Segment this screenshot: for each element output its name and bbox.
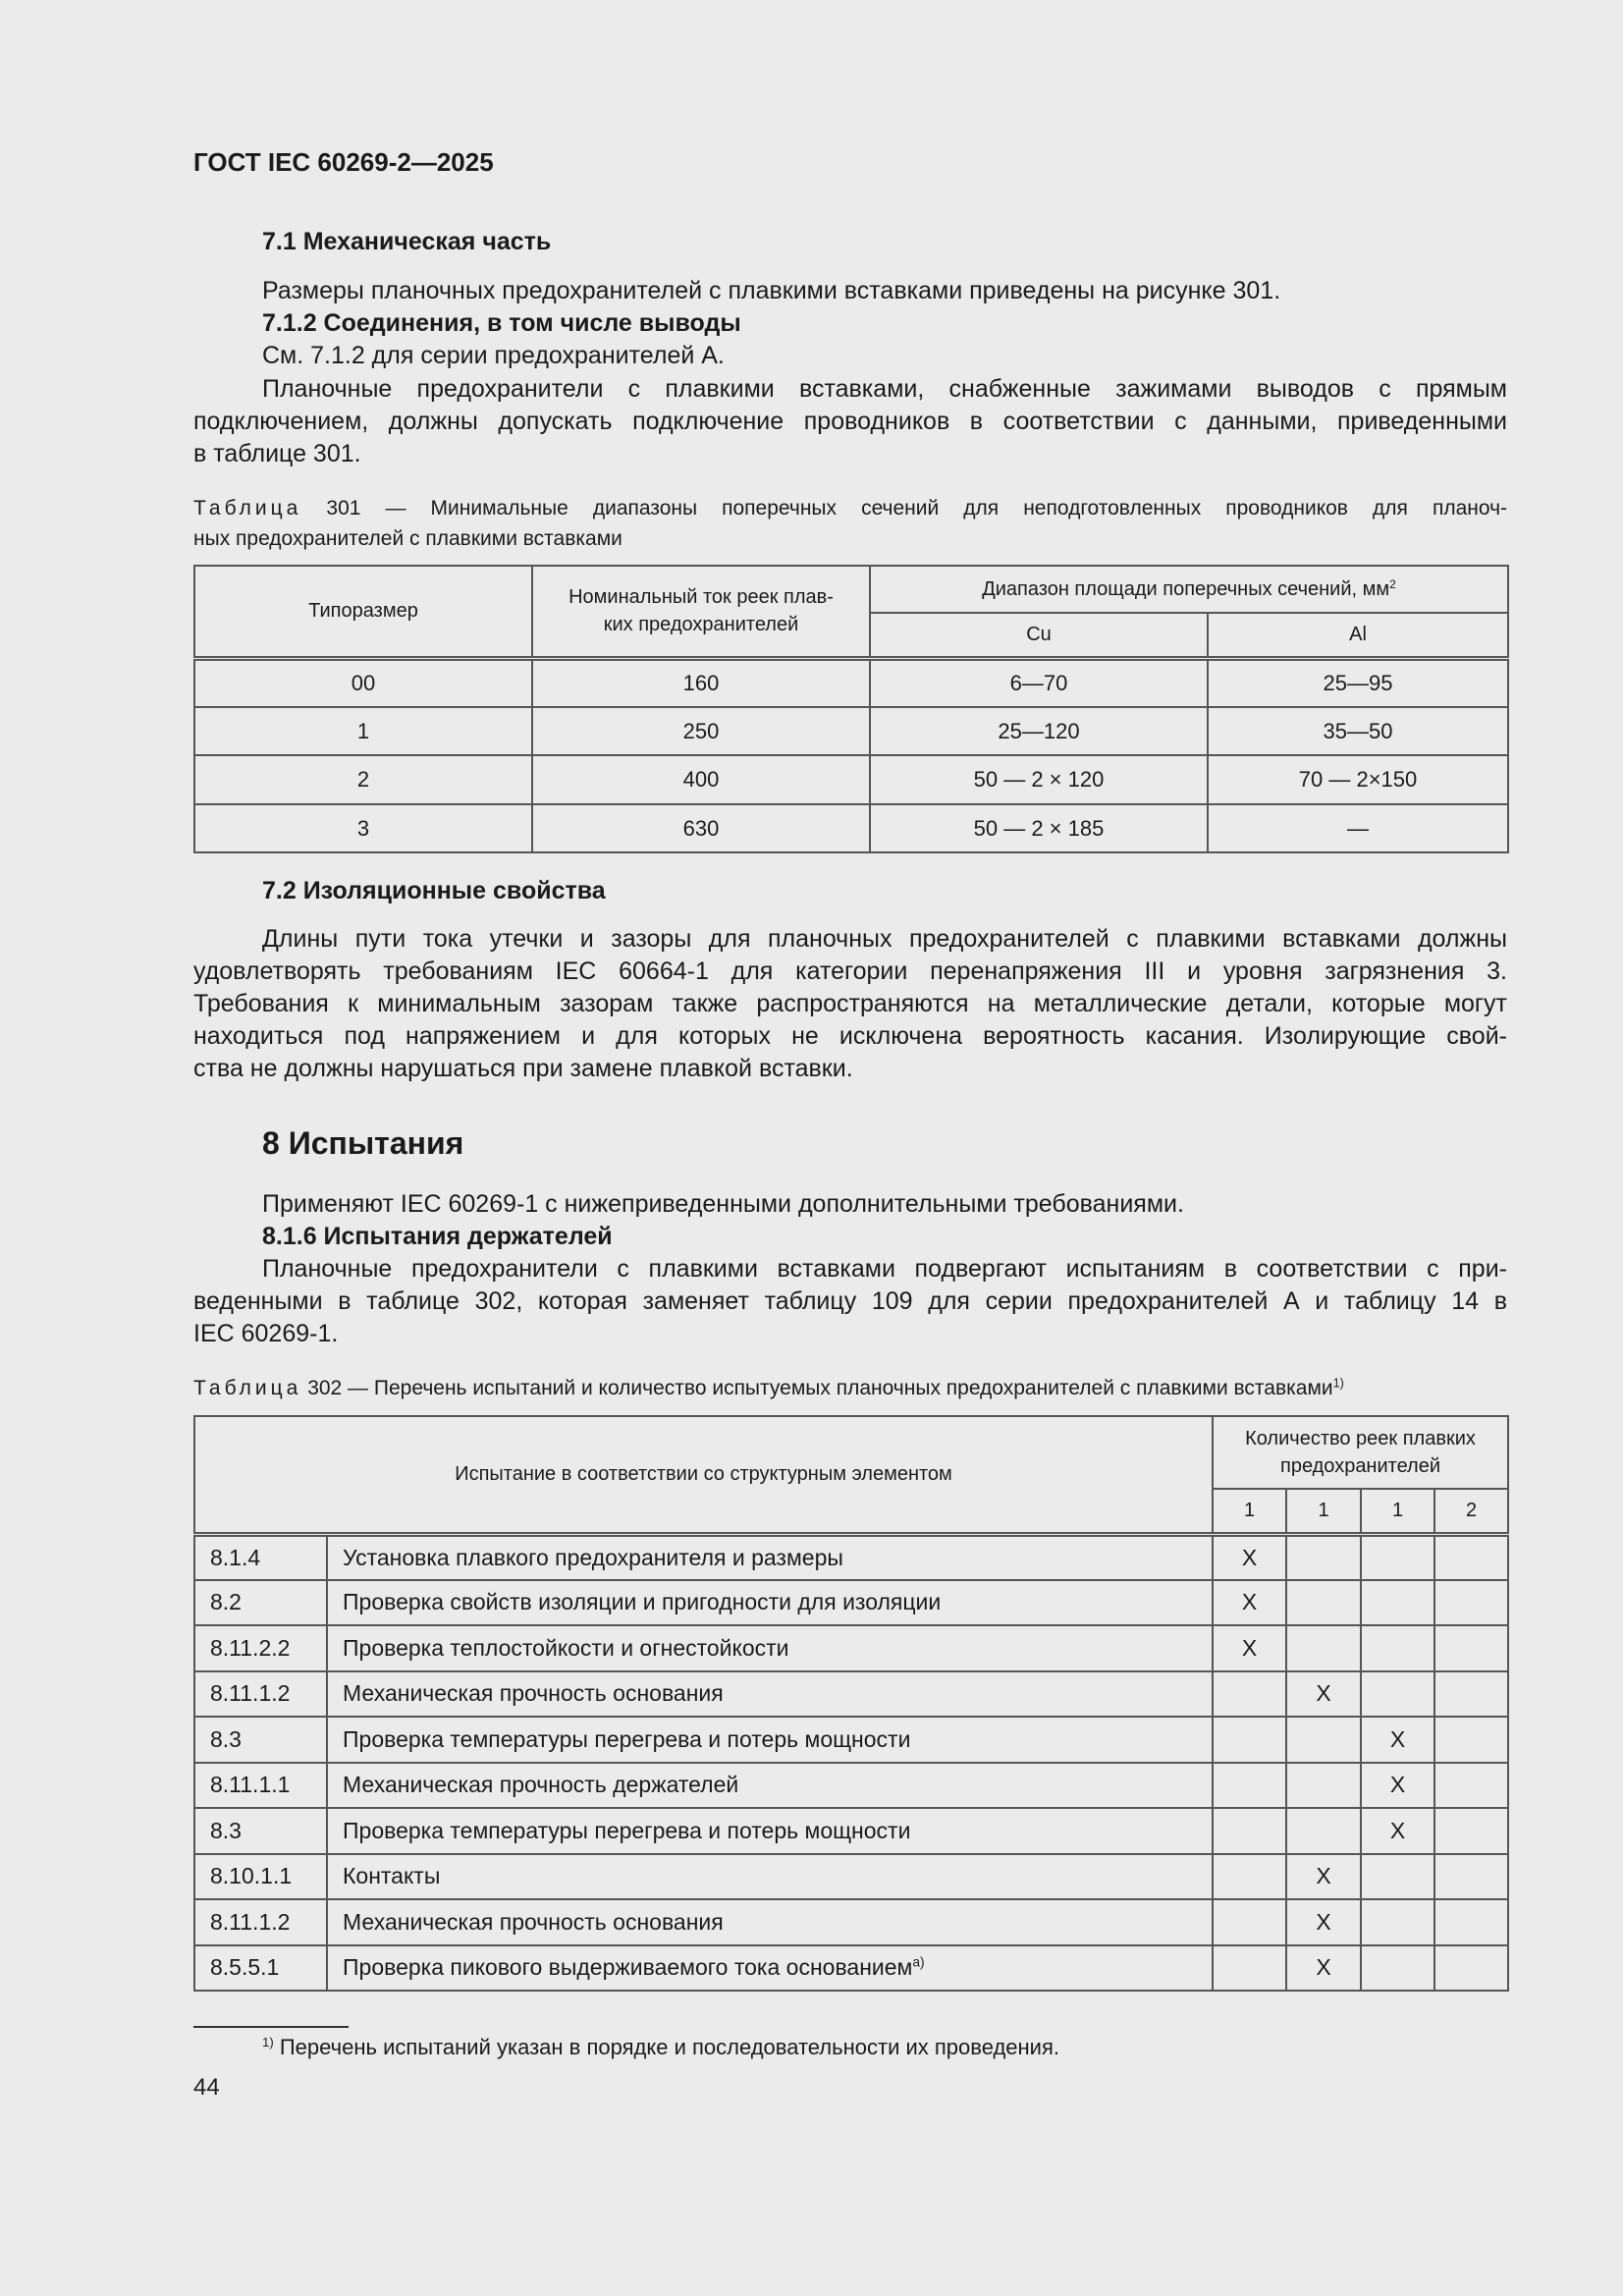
mark-cell xyxy=(1213,1717,1286,1763)
header-cross-section-range: Диапазон площади поперечных сечений, $мм^2$ xyxy=(870,566,1508,613)
test-cell: Проверка температуры перегрева и потерь мощности xyxy=(327,1717,1213,1763)
header-al: Al xyxy=(1208,613,1508,658)
table-302 xyxy=(193,1415,1509,1992)
paragraph-line: IEC 60269-1. xyxy=(193,1320,339,1347)
mark-cell xyxy=(1361,1945,1434,1992)
mark-cell xyxy=(1286,1763,1361,1809)
table-row xyxy=(194,1854,1508,1900)
mark-cell xyxy=(1286,1717,1361,1763)
table-row: 3 630 50 — 2 × 185 — xyxy=(194,804,1508,852)
paragraph-line: Длины пути тока утечки и зазоры для планочных предохранителей с плавкими вставками должны xyxy=(262,925,1507,953)
mark-cell xyxy=(1434,1945,1508,1992)
header-test-clause: Испытание в соответствии со структурным элементом xyxy=(194,1416,1213,1534)
mark-cell: X xyxy=(1213,1534,1286,1580)
table-302-body xyxy=(194,1534,1508,1991)
table-row xyxy=(194,1945,1508,1992)
mark-cell xyxy=(1434,1580,1508,1626)
mark-cell xyxy=(1286,1580,1361,1626)
section-7-2-paragraph xyxy=(193,923,1507,1085)
clause-cell: 8.1.4 xyxy=(194,1534,327,1580)
mark-cell: X xyxy=(1286,1671,1361,1718)
clause-cell: 8.5.5.1 xyxy=(194,1945,327,1992)
table-row: 1 250 25—120 35—50 xyxy=(194,707,1508,755)
section-8-paragraph: Применяют IEC 60269-1 с нижеприведенными дополнительными требованиями. xyxy=(262,1190,1184,1218)
test-cell: Установка плавкого предохранителя и размеры xyxy=(327,1534,1213,1580)
section-7-1-2-paragraph: См. 7.1.2 для серии предохранителей А. xyxy=(262,342,725,369)
mark-cell: X xyxy=(1286,1899,1361,1945)
mark-cell xyxy=(1286,1808,1361,1854)
header-quantity-4: 2 xyxy=(1434,1489,1508,1534)
test-cell: Проверка свойств изоляции и пригодности для изоляции xyxy=(327,1580,1213,1626)
footnote-separator xyxy=(193,2026,349,2028)
mark-cell: X xyxy=(1361,1808,1434,1854)
mark-cell xyxy=(1286,1625,1361,1671)
mark-cell xyxy=(1361,1625,1434,1671)
mark-cell xyxy=(1213,1945,1286,1992)
section-8-heading: 8 Испытания xyxy=(262,1125,464,1161)
table-row xyxy=(194,1899,1508,1945)
mark-cell: X xyxy=(1361,1717,1434,1763)
paragraph-line: в таблице 301. xyxy=(193,440,361,467)
mark-cell xyxy=(1213,1899,1286,1945)
standard-header: ГОСТ IEC 60269-2—2025 xyxy=(193,147,494,177)
section-7-1-2-heading: 7.1.2 Соединения, в том числе выводы xyxy=(262,309,741,337)
mark-cell xyxy=(1434,1854,1508,1900)
section-7-2-heading: 7.2 Изоляционные свойства xyxy=(262,877,606,904)
caption-footnote-mark: 1) xyxy=(1332,1376,1344,1391)
caption-text: 302 — Перечень испытаний и количество испытуемых планочных предохранителей с плавкими вставками xyxy=(307,1377,1333,1399)
mark-cell: X xyxy=(1213,1580,1286,1626)
paragraph-line: веденными в таблице 302, которая заменяет таблицу 109 для серии предохранителей А и таблицу 14 в xyxy=(193,1287,1507,1315)
paragraph-line: находиться под напряжением и для которых не исключена вероятность касания. Изолирующие свой- xyxy=(193,1022,1507,1050)
header-quantity-3: 1 xyxy=(1361,1489,1434,1534)
mark-cell xyxy=(1361,1534,1434,1580)
mark-cell xyxy=(1361,1580,1434,1626)
paragraph-line: подключением, должны допускать подключение проводников в соответствии с данными, приведенными xyxy=(193,408,1507,435)
section-8-1-6-heading: 8.1.6 Испытания держателей xyxy=(262,1223,613,1250)
mark-cell xyxy=(1434,1534,1508,1580)
paragraph-line: Планочные предохранители с плавкими вставками подвергают испытаниям в соответствии с при- xyxy=(262,1255,1507,1283)
header-cu: Cu xyxy=(870,613,1208,658)
mark-cell xyxy=(1434,1763,1508,1809)
mark-cell xyxy=(1434,1899,1508,1945)
paragraph-line: удовлетворять требованиям IEC 60664-1 для категории перенапряжения III и уровня загрязнения 3. xyxy=(193,957,1507,985)
mark-cell xyxy=(1213,1854,1286,1900)
mark-cell xyxy=(1286,1534,1361,1580)
caption-label: Таблица xyxy=(193,1377,302,1399)
section-8-1-6-paragraph xyxy=(193,1253,1507,1350)
mark-cell xyxy=(1361,1854,1434,1900)
table-row xyxy=(194,1580,1508,1626)
test-cell: Проверка теплостойкости и огнестойкости xyxy=(327,1625,1213,1671)
test-cell: Механическая прочность основания xyxy=(327,1899,1213,1945)
mark-cell: X xyxy=(1361,1763,1434,1809)
clause-cell: 8.3 xyxy=(194,1717,327,1763)
footnote xyxy=(262,2033,1059,2062)
header-quantity-2: 1 xyxy=(1286,1489,1361,1534)
paragraph-line: ства не должны нарушаться при замене плавкой вставки. xyxy=(193,1055,853,1082)
footnote-text: Перечень испытаний указан в порядке и последовательности их проведения. xyxy=(279,2035,1059,2059)
caption-line: 301 — Минимальные диапазоны поперечных сечений для неподготовленных проводников для планоч- xyxy=(326,497,1507,519)
mark-cell: X xyxy=(1213,1625,1286,1671)
mark-cell xyxy=(1434,1625,1508,1671)
clause-cell: 8.2 xyxy=(194,1580,327,1626)
table-row xyxy=(194,1534,1508,1580)
mark-cell xyxy=(1213,1808,1286,1854)
section-7-1-2-connections-paragraph xyxy=(193,373,1507,470)
clause-cell: 8.3 xyxy=(194,1808,327,1854)
test-cell: Проверка температуры перегрева и потерь мощности xyxy=(327,1808,1213,1854)
paragraph-line: Планочные предохранители с плавкими вставками, снабженные зажимами выводов с прямым xyxy=(262,375,1507,403)
section-7-1-heading: 7.1 Механическая часть xyxy=(262,228,552,255)
mark-cell xyxy=(1434,1717,1508,1763)
table-row xyxy=(194,1717,1508,1763)
mark-cell xyxy=(1434,1671,1508,1718)
mark-cell: X xyxy=(1286,1854,1361,1900)
header-quantity-1: 1 xyxy=(1213,1489,1286,1534)
header-rated-current: Номинальный ток реек плав- ких предохранителей xyxy=(532,566,870,658)
mark-cell xyxy=(1434,1808,1508,1854)
caption-label: Таблица xyxy=(193,497,302,519)
caption-line: ных предохранителей с плавкими вставками xyxy=(193,527,622,550)
mark-cell xyxy=(1213,1671,1286,1718)
table-302-caption xyxy=(193,1373,1507,1403)
page-number: 44 xyxy=(193,2074,220,2101)
section-7-1-paragraph: Размеры планочных предохранителей с плавкими вставками приведены на рисунке 301. xyxy=(262,277,1281,304)
test-cell: Механическая прочность основания xyxy=(327,1671,1213,1718)
paragraph-line: Требования к минимальным зазорам также распространяются на металлические детали, которые могут xyxy=(193,990,1507,1017)
test-cell: Контакты xyxy=(327,1854,1213,1900)
table-row: 2 400 50 — 2 × 120 70 — 2×150 xyxy=(194,755,1508,804)
footnote-mark: 1) xyxy=(262,2035,274,2050)
table-301-caption xyxy=(193,493,1507,554)
table-301 xyxy=(193,565,1509,853)
table-row xyxy=(194,1808,1508,1854)
test-cell: Проверка пикового выдерживаемого тока основанием$^{a)}$ xyxy=(327,1945,1213,1992)
header-size: Типоразмер xyxy=(194,566,532,658)
table-row: 00 160 6—70 25—95 xyxy=(194,658,1508,707)
clause-cell: 8.11.1.2 xyxy=(194,1671,327,1718)
table-row xyxy=(194,1763,1508,1809)
mark-cell xyxy=(1361,1899,1434,1945)
clause-cell: 8.11.2.2 xyxy=(194,1625,327,1671)
mark-cell xyxy=(1213,1763,1286,1809)
clause-cell: 8.11.1.1 xyxy=(194,1763,327,1809)
header-quantity: Количество реек плавких предохранителей xyxy=(1213,1416,1508,1489)
clause-cell: 8.11.1.2 xyxy=(194,1899,327,1945)
table-row xyxy=(194,1671,1508,1718)
table-row xyxy=(194,1625,1508,1671)
test-cell: Механическая прочность держателей xyxy=(327,1763,1213,1809)
clause-cell: 8.10.1.1 xyxy=(194,1854,327,1900)
mark-cell: X xyxy=(1286,1945,1361,1992)
mark-cell xyxy=(1361,1671,1434,1718)
